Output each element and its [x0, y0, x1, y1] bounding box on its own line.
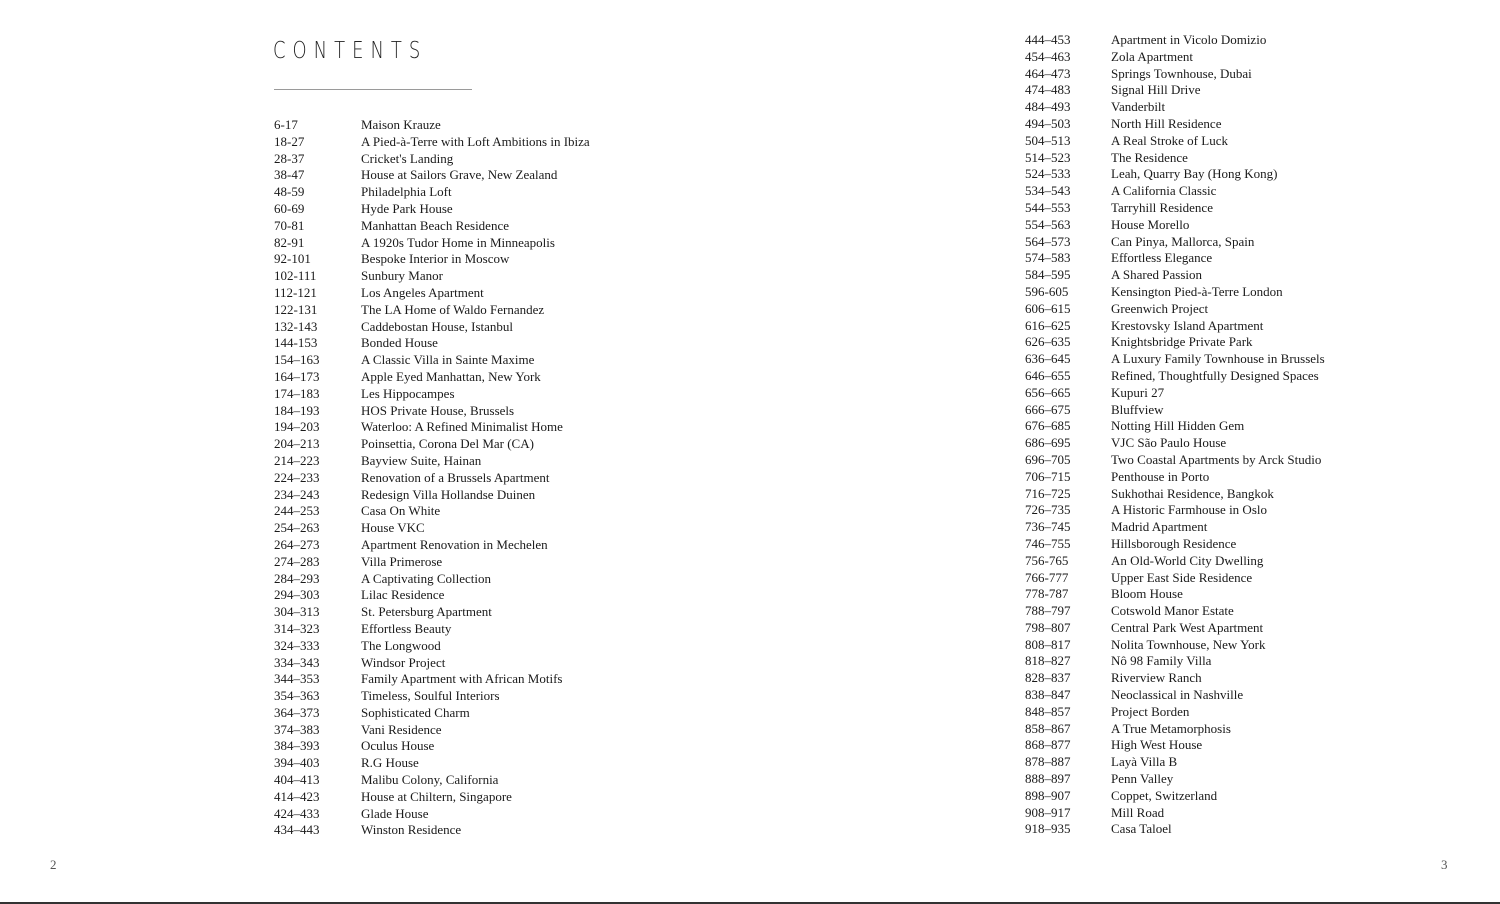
toc-entry-pages: 214–223	[274, 452, 320, 468]
toc-entry	[1025, 721, 1325, 738]
toc-entry	[1025, 805, 1325, 822]
toc-entry-pages: 122-131	[274, 301, 318, 317]
toc-entry	[1025, 553, 1325, 570]
toc-entry	[1025, 66, 1325, 83]
toc-entry	[274, 487, 590, 504]
toc-entry-title: Sukhothai Residence, Bangkok	[1111, 485, 1274, 501]
toc-entry	[1025, 133, 1325, 150]
toc-entry-title: The Residence	[1111, 149, 1188, 165]
toc-entry-pages: 324–333	[274, 637, 320, 653]
toc-entry	[274, 201, 590, 218]
toc-entry	[274, 436, 590, 453]
toc-entry	[1025, 150, 1325, 167]
toc-entry-title: Redesign Villa Hollandse Duinen	[361, 486, 536, 502]
toc-entry-title: Renovation of a Brussels Apartment	[361, 469, 550, 485]
toc-entry	[274, 335, 590, 352]
toc-entry	[1025, 217, 1325, 234]
toc-entry-pages: 656–665	[1025, 384, 1071, 400]
toc-entry-pages: 524–533	[1025, 166, 1071, 182]
toc-entry	[274, 235, 590, 252]
toc-entry-title: Coppet, Switzerland	[1111, 787, 1218, 803]
toc-entry-title: St. Petersburg Apartment	[361, 604, 492, 620]
toc-entry	[1025, 637, 1325, 654]
toc-entry-title: Bloom House	[1111, 586, 1183, 602]
toc-entry-title: Philadelphia Loft	[361, 184, 452, 200]
toc-entry-pages: 394–403	[274, 755, 320, 771]
toc-entry	[274, 722, 590, 739]
toc-entry	[1025, 418, 1325, 435]
toc-entry-title: Apple Eyed Manhattan, New York	[361, 368, 541, 384]
toc-entry	[1025, 166, 1325, 183]
toc-entry-pages: 414–423	[274, 788, 320, 804]
toc-entry-title: A Classic Villa in Sainte Maxime	[361, 352, 535, 368]
toc-entry-title: A Shared Passion	[1111, 267, 1202, 283]
toc-entry-title: R.G House	[361, 755, 419, 771]
toc-entry-pages: 132-143	[274, 318, 318, 334]
toc-entry	[1025, 704, 1325, 721]
toc-entry-pages: 666–675	[1025, 401, 1071, 417]
toc-entry	[1025, 183, 1325, 200]
toc-entry-title: Oculus House	[361, 738, 435, 754]
toc-entry	[1025, 284, 1325, 301]
toc-entry-title: Tarryhill Residence	[1111, 199, 1213, 215]
toc-entry-title: Upper East Side Residence	[1111, 569, 1253, 585]
toc-entry-pages: 596-605	[1025, 283, 1069, 299]
toc-entry	[274, 386, 590, 403]
toc-entry	[274, 755, 590, 772]
toc-entry-pages: 788–797	[1025, 603, 1071, 619]
toc-entry-pages: 274–283	[274, 553, 320, 569]
toc-entry-pages: 254–263	[274, 520, 320, 536]
toc-entry-title: Kensington Pied-à-Terre London	[1111, 283, 1283, 299]
toc-entry-pages: 878–887	[1025, 754, 1071, 770]
toc-entry-pages: 174–183	[274, 385, 320, 401]
toc-entry-title: Effortless Elegance	[1111, 250, 1213, 266]
toc-entry	[274, 503, 590, 520]
toc-entry-title: Winston Residence	[361, 822, 462, 838]
toc-entry-pages: 808–817	[1025, 636, 1071, 652]
toc-entry-pages: 778-787	[1025, 586, 1069, 602]
toc-entry	[274, 285, 590, 302]
toc-entry	[1025, 368, 1325, 385]
toc-entry-pages: 18-27	[274, 133, 305, 149]
page-number-left: 2	[50, 857, 57, 872]
toc-entry-pages: 494–503	[1025, 115, 1071, 131]
toc-entry-title: Lilac Residence	[361, 587, 445, 603]
toc-entry-title: Bluffview	[1111, 401, 1164, 417]
toc-entry-pages: 284–293	[274, 570, 320, 586]
toc-entry	[1025, 737, 1325, 754]
toc-entry-title: Can Pinya, Mallorca, Spain	[1111, 233, 1255, 249]
toc-entry-pages: 6-17	[274, 117, 298, 132]
toc-entry-title: Central Park West Apartment	[1111, 619, 1264, 635]
toc-entry-pages: 818–827	[1025, 653, 1071, 669]
toc-entry	[274, 520, 590, 537]
toc-entry-pages: 384–393	[274, 738, 320, 754]
toc-entry-pages: 234–243	[274, 486, 320, 502]
toc-entry	[1025, 435, 1325, 452]
toc-entry-title: Los Angeles Apartment	[361, 284, 484, 300]
toc-entry-title: Riverview Ranch	[1111, 670, 1202, 686]
toc-entry-pages: 38-47	[274, 167, 305, 183]
toc-entry-title: Effortless Beauty	[361, 620, 452, 636]
toc-entry	[274, 806, 590, 823]
toc-entry-title: Nô 98 Family Villa	[1111, 653, 1212, 669]
toc-entry	[274, 688, 590, 705]
toc-entry	[1025, 301, 1325, 318]
toc-entry	[1025, 653, 1325, 670]
toc-entry	[1025, 234, 1325, 251]
toc-entry	[1025, 351, 1325, 368]
toc-entry-pages: 736–745	[1025, 519, 1071, 535]
toc-entry-pages: 908–917	[1025, 804, 1071, 820]
toc-entry-title: Casa On White	[361, 503, 441, 519]
toc-entry	[274, 117, 590, 134]
toc-entry-title: Vani Residence	[361, 721, 442, 737]
toc-entry-pages: 726–735	[1025, 502, 1071, 518]
toc-entry-title: Timeless, Soulful Interiors	[361, 688, 500, 704]
toc-entry-pages: 92-101	[274, 251, 311, 267]
toc-entry	[274, 671, 590, 688]
toc-entry	[1025, 49, 1325, 66]
toc-entry-pages: 716–725	[1025, 485, 1071, 501]
toc-entry-pages: 888–897	[1025, 771, 1071, 787]
toc-entry-title: Villa Primerose	[361, 553, 443, 569]
toc-entry-title: The LA Home of Waldo Fernandez	[361, 301, 545, 317]
toc-entry-pages: 474–483	[1025, 82, 1071, 98]
toc-entry-pages: 766-777	[1025, 569, 1069, 585]
toc-entry	[274, 604, 590, 621]
toc-entry-title: A Pied-à-Terre with Loft Ambitions in Ibiza	[361, 133, 590, 149]
toc-entry-pages: 564–573	[1025, 233, 1071, 249]
toc-entry-title: Zola Apartment	[1111, 48, 1193, 64]
toc-entry-title: House at Chiltern, Singapore	[361, 788, 512, 804]
toc-entry-title: Apartment Renovation in Mechelen	[361, 536, 548, 552]
toc-entry-pages: 424–433	[274, 805, 320, 821]
toc-entry	[274, 403, 590, 420]
toc-entry-pages: 194–203	[274, 419, 320, 435]
toc-entry-title: Family Apartment with African Motifs	[361, 671, 563, 687]
toc-entry	[1025, 754, 1325, 771]
toc-entry-title: A True Metamorphosis	[1111, 720, 1231, 736]
toc-entry-title: Apartment in Vicolo Domizio	[1111, 32, 1267, 47]
toc-entry-title: House VKC	[361, 520, 425, 536]
page-number-right: 3	[1441, 857, 1448, 872]
toc-entry	[274, 537, 590, 554]
toc-entry-title: House at Sailors Grave, New Zealand	[361, 167, 558, 183]
toc-entry-title: Les Hippocampes	[361, 385, 455, 401]
toc-entry	[274, 218, 590, 235]
toc-entry-title: Sunbury Manor	[361, 268, 443, 284]
toc-entry-title: Two Coastal Apartments by Arck Studio	[1111, 451, 1322, 467]
toc-entry	[274, 789, 590, 806]
toc-entry-title: Maison Krauze	[361, 117, 441, 132]
toc-entry-title: House Morello	[1111, 216, 1190, 232]
toc-entry-pages: 676–685	[1025, 418, 1071, 434]
toc-entry	[1025, 771, 1325, 788]
toc-entry	[274, 587, 590, 604]
toc-entry-pages: 344–353	[274, 671, 320, 687]
toc-entry	[1025, 267, 1325, 284]
toc-entry-title: A Captivating Collection	[361, 570, 491, 586]
toc-entry	[1025, 402, 1325, 419]
toc-entry-title: The Longwood	[361, 637, 441, 653]
toc-entry-pages: 354–363	[274, 688, 320, 704]
toc-entry-title: Knightsbridge Private Park	[1111, 334, 1253, 350]
toc-entry-pages: 60-69	[274, 200, 305, 216]
toc-entry-title: Refined, Thoughtfully Designed Spaces	[1111, 367, 1319, 383]
toc-entry-title: A 1920s Tudor Home in Minneapolis	[361, 234, 555, 250]
toc-entry-title: Bayview Suite, Hainan	[361, 452, 482, 468]
toc-entry	[274, 251, 590, 268]
toc-entry-pages: 28-37	[274, 150, 305, 166]
toc-entry-pages: 374–383	[274, 721, 320, 737]
toc-entry-pages: 444–453	[1025, 32, 1071, 47]
toc-entry	[1025, 334, 1325, 351]
toc-entry	[1025, 116, 1325, 133]
toc-entry-pages: 646–655	[1025, 367, 1071, 383]
toc-entry-title: Vanderbilt	[1111, 99, 1166, 115]
toc-entry	[274, 822, 590, 839]
toc-entry-title: Poinsettia, Corona Del Mar (CA)	[361, 436, 534, 452]
toc-entry-title: Casa Taloel	[1111, 821, 1172, 837]
toc-entry-title: A Real Stroke of Luck	[1111, 132, 1228, 148]
toc-entry-pages: 706–715	[1025, 468, 1071, 484]
toc-entry-title: VJC São Paulo House	[1111, 435, 1227, 451]
toc-entry	[274, 621, 590, 638]
toc-entry-title: Krestovsky Island Apartment	[1111, 317, 1264, 333]
toc-entry-pages: 544–553	[1025, 199, 1071, 215]
toc-entry-pages: 364–373	[274, 704, 320, 720]
toc-entry	[1025, 620, 1325, 637]
toc-entry-title: A Luxury Family Townhouse in Brussels	[1111, 351, 1325, 367]
toc-entry	[274, 655, 590, 672]
toc-entry-pages: 514–523	[1025, 149, 1071, 165]
toc-entry-title: Bonded House	[361, 335, 438, 351]
toc-entry-pages: 626–635	[1025, 334, 1071, 350]
toc-entry	[274, 772, 590, 789]
toc-entry-title: Sophisticated Charm	[361, 704, 470, 720]
toc-entry-title: An Old-World City Dwelling	[1111, 552, 1264, 568]
toc-entry	[1025, 385, 1325, 402]
toc-entry-pages: 244–253	[274, 503, 320, 519]
toc-entry-title: A California Classic	[1111, 183, 1217, 199]
toc-entry	[274, 470, 590, 487]
toc-entry-pages: 454–463	[1025, 48, 1071, 64]
toc-list-left	[274, 117, 590, 839]
toc-entry	[1025, 821, 1325, 838]
toc-entry	[274, 151, 590, 168]
toc-entry-pages: 798–807	[1025, 619, 1071, 635]
toc-entry-title: A Historic Farmhouse in Oslo	[1111, 502, 1267, 518]
toc-list-right	[1025, 32, 1325, 838]
toc-entry-title: High West House	[1111, 737, 1203, 753]
toc-entry-title: Mill Road	[1111, 804, 1165, 820]
toc-entry	[274, 184, 590, 201]
toc-entry-pages: 484–493	[1025, 99, 1071, 115]
toc-entry-pages: 224–233	[274, 469, 320, 485]
toc-entry-title: Malibu Colony, California	[361, 772, 499, 788]
toc-entry-pages: 686–695	[1025, 435, 1071, 451]
toc-entry-pages: 868–877	[1025, 737, 1071, 753]
toc-entry	[1025, 788, 1325, 805]
toc-entry-pages: 70-81	[274, 217, 305, 233]
toc-entry	[1025, 32, 1325, 49]
toc-entry-pages: 696–705	[1025, 451, 1071, 467]
toc-entry-pages: 112-121	[274, 284, 317, 300]
toc-entry	[1025, 486, 1325, 503]
toc-entry	[1025, 586, 1325, 603]
toc-entry	[1025, 687, 1325, 704]
toc-entry-pages: 574–583	[1025, 250, 1071, 266]
toc-entry	[274, 419, 590, 436]
toc-entry	[1025, 570, 1325, 587]
toc-entry	[274, 369, 590, 386]
toc-entry	[1025, 318, 1325, 335]
toc-entry-title: Notting Hill Hidden Gem	[1111, 418, 1245, 434]
toc-entry-pages: 918–935	[1025, 821, 1071, 837]
toc-entry-title: Hillsborough Residence	[1111, 535, 1237, 551]
toc-entry-pages: 746–755	[1025, 535, 1071, 551]
toc-entry-pages: 554–563	[1025, 216, 1071, 232]
toc-entry	[1025, 200, 1325, 217]
toc-entry-title: Madrid Apartment	[1111, 519, 1208, 535]
toc-entry-pages: 504–513	[1025, 132, 1071, 148]
toc-entry-title: Cotswold Manor Estate	[1111, 603, 1234, 619]
toc-entry-pages: 314–323	[274, 620, 320, 636]
toc-entry	[1025, 536, 1325, 553]
toc-entry-title: Glade House	[361, 805, 429, 821]
toc-entry	[274, 352, 590, 369]
toc-entry-title: Windsor Project	[361, 654, 446, 670]
toc-entry-title: Project Borden	[1111, 703, 1190, 719]
toc-entry-pages: 184–193	[274, 402, 320, 418]
toc-entry-pages: 534–543	[1025, 183, 1071, 199]
toc-entry-pages: 898–907	[1025, 787, 1071, 803]
toc-entry-title: Leah, Quarry Bay (Hong Kong)	[1111, 166, 1278, 182]
toc-entry	[274, 638, 590, 655]
toc-entry-title: North Hill Residence	[1111, 115, 1222, 131]
toc-entry-pages: 264–273	[274, 536, 320, 552]
toc-entry-pages: 636–645	[1025, 351, 1071, 367]
toc-entry-pages: 404–413	[274, 772, 320, 788]
toc-entry	[1025, 502, 1325, 519]
toc-entry-title: Kupuri 27	[1111, 384, 1165, 400]
toc-entry	[1025, 519, 1325, 536]
toc-entry-title: Penthouse in Porto	[1111, 468, 1210, 484]
toc-entry	[274, 738, 590, 755]
toc-entry	[274, 705, 590, 722]
toc-entry-pages: 858–867	[1025, 720, 1071, 736]
toc-entry-title: Greenwich Project	[1111, 300, 1209, 316]
toc-entry	[1025, 670, 1325, 687]
toc-entry	[1025, 452, 1325, 469]
toc-entry-title: Neoclassical in Nashville	[1111, 687, 1244, 703]
toc-entry-pages: 144-153	[274, 335, 318, 351]
toc-entry	[1025, 469, 1325, 486]
toc-entry	[274, 268, 590, 285]
toc-entry-pages: 584–595	[1025, 267, 1071, 283]
toc-entry-pages: 434–443	[274, 822, 320, 838]
toc-entry-title: Penn Valley	[1111, 771, 1174, 787]
toc-entry-title: Bespoke Interior in Moscow	[361, 251, 510, 267]
toc-entry-pages: 606–615	[1025, 300, 1071, 316]
toc-entry-pages: 334–343	[274, 654, 320, 670]
toc-entry	[1025, 82, 1325, 99]
toc-entry-pages: 756-765	[1025, 552, 1069, 568]
toc-entry	[1025, 99, 1325, 116]
toc-entry-pages: 204–213	[274, 436, 320, 452]
toc-entry-pages: 616–625	[1025, 317, 1071, 333]
title-divider	[274, 89, 472, 90]
toc-entry-pages: 82-91	[274, 234, 305, 250]
toc-entry-pages: 838–847	[1025, 687, 1071, 703]
toc-entry	[1025, 603, 1325, 620]
toc-entry	[274, 571, 590, 588]
toc-entry-pages: 164–173	[274, 368, 320, 384]
toc-entry-title: Waterloo: A Refined Minimalist Home	[361, 419, 563, 435]
toc-entry	[274, 167, 590, 184]
toc-entry-pages: 48-59	[274, 184, 305, 200]
toc-entry-title: Springs Townhouse, Dubai	[1111, 65, 1252, 81]
toc-entry-title: Nolita Townhouse, New York	[1111, 636, 1266, 652]
toc-entry-title: Hyde Park House	[361, 200, 453, 216]
toc-entry	[274, 554, 590, 571]
toc-entry-title: HOS Private House, Brussels	[361, 402, 515, 418]
page-title: CONTENTS	[273, 38, 428, 64]
toc-entry-pages: 304–313	[274, 604, 320, 620]
toc-entry-pages: 848–857	[1025, 703, 1071, 719]
toc-entry-pages: 294–303	[274, 587, 320, 603]
toc-entry-pages: 102-111	[274, 268, 317, 284]
toc-entry	[274, 302, 590, 319]
toc-entry-pages: 154–163	[274, 352, 320, 368]
toc-entry-pages: 828–837	[1025, 670, 1071, 686]
toc-entry-title: Signal Hill Drive	[1111, 82, 1201, 98]
toc-entry-title: Layà Villa B	[1111, 754, 1178, 770]
toc-entry	[274, 319, 590, 336]
toc-entry	[274, 134, 590, 151]
toc-entry-title: Caddebostan House, Istanbul	[361, 318, 514, 334]
toc-entry	[1025, 250, 1325, 267]
toc-entry	[274, 453, 590, 470]
toc-entry-title: Cricket's Landing	[361, 150, 454, 166]
toc-entry-pages: 464–473	[1025, 65, 1071, 81]
toc-entry-title: Manhattan Beach Residence	[361, 217, 509, 233]
